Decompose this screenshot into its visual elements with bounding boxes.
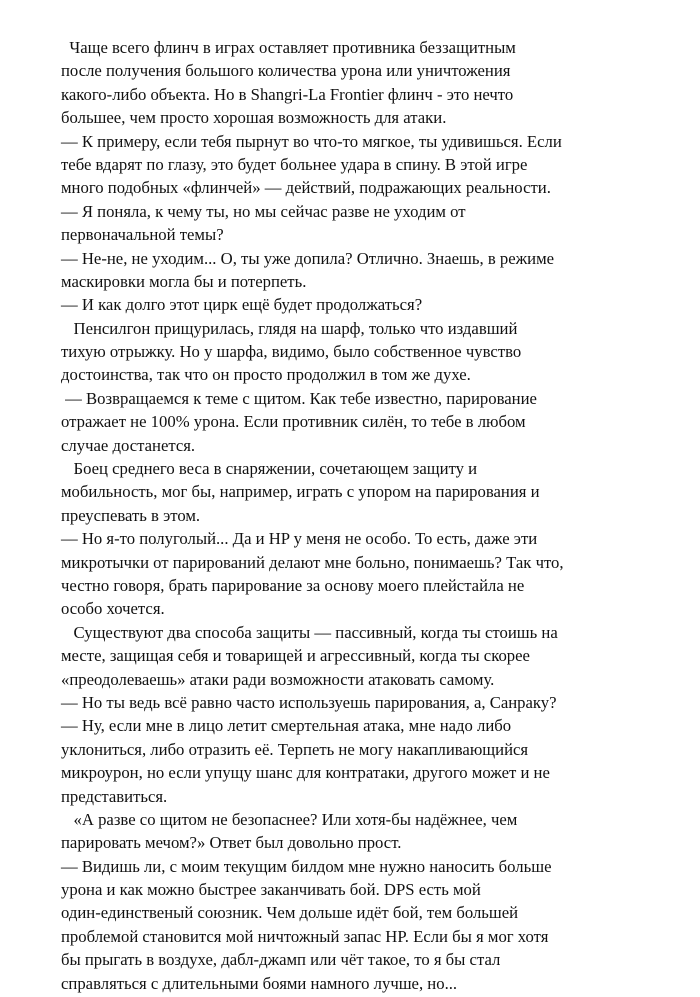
text-line: случае достанется. xyxy=(61,435,196,455)
text-line: тихую отрыжку. Но у шарфа, видимо, было собственное чувство xyxy=(61,342,522,362)
text-line: — Но ты ведь всё равно часто используешь парирования, а, Санраку? xyxy=(61,692,557,712)
body-text xyxy=(61,36,681,995)
text-line: — И как долго этот цирк ещё будет продолжаться? xyxy=(61,295,423,315)
text-line: — К примеру, если тебя пырнут во что-то мягкое, ты удивишься. Если xyxy=(61,131,562,151)
text-line: Существуют два способа защиты — пассивный, когда ты стоишь на xyxy=(61,622,558,642)
text-line: тебе вдарят по глазу, это будет больнее удара в спину. В этой игре xyxy=(61,154,528,174)
text-line: — Не-не, не уходим... О, ты уже допила? Отлично. Знаешь, в режиме xyxy=(61,248,555,268)
text-line: — Но я-то полуголый... Да и HP у меня не особо. То есть, даже эти xyxy=(61,529,538,549)
text-line: бы прыгать в воздухе, дабл-джамп или чёт такое, то я бы стал xyxy=(61,950,501,970)
text-line: после получения большого количества урона или уничтожения xyxy=(61,61,511,81)
text-line: — Возвращаемся к теме с щитом. Как тебе известно, парирование xyxy=(61,388,537,408)
text-line: — Ну, если мне в лицо летит смертельная атака, мне надо либо xyxy=(61,716,512,736)
text-line: мобильность, мог бы, например, играть с упором на парирования и xyxy=(61,482,540,502)
text-line: — Видишь ли, с моим текущим билдом мне нужно наносить больше xyxy=(61,856,552,876)
text-line: большее, чем просто хорошая возможность для атаки. xyxy=(61,108,447,128)
text-line: достоинства, так что он просто продолжил в том же духе. xyxy=(61,365,471,385)
text-line: Пенсилгон прищурилась, глядя на шарф, только что издавший xyxy=(61,318,518,338)
text-line: Боец среднего веса в снаряжении, сочетающем защиту и xyxy=(61,459,478,479)
text-line: какого-либо объекта. Но в Shangri-La Frontier флинч - это нечто xyxy=(61,84,514,104)
text-line: парировать мечом?» Ответ был довольно прост. xyxy=(61,833,402,853)
text-line: уклониться, либо отразить её. Терпеть не могу накапливающийся xyxy=(61,739,529,759)
text-line: — Я поняла, к чему ты, но мы сейчас разве не уходим от xyxy=(61,201,466,221)
text-line: микротычки от парирований делают мне больно, понимаешь? Так что, xyxy=(61,552,564,572)
text-line: «преодолеваешь» атаки ради возможности атаковать самому. xyxy=(61,669,495,689)
text-line: преуспевать в этом. xyxy=(61,505,201,525)
text-line: микроурон, но если упущу шанс для контратаки, другого может и не xyxy=(61,763,550,783)
text-line: проблемой становится мой ничтожный запас HP. Если бы я мог хотя xyxy=(61,926,549,946)
text-line: месте, защищая себя и товарищей и агрессивный, когда ты скорее xyxy=(61,646,530,666)
text-line: много подобных «флинчей» — действий, подражающих реальности. xyxy=(61,178,551,198)
text-line: особо хочется. xyxy=(61,599,165,619)
text-line: честно говоря, брать парирование за основу моего плейстайла не xyxy=(61,575,525,595)
text-line: урона и как можно быстрее заканчивать бой. DPS есть мой xyxy=(61,880,481,900)
text-line: отражает не 100% урона. Если противник силён, то тебе в любом xyxy=(61,412,526,432)
text-line: один-единственый союзник. Чем дольше идёт бой, тем большей xyxy=(61,903,519,923)
text-line: Чаще всего флинч в играх оставляет противника беззащитным xyxy=(61,38,516,57)
text-line: маскировки могла бы и потерпеть. xyxy=(61,271,307,291)
text-line: первоначальной темы? xyxy=(61,225,224,245)
text-line: представиться. xyxy=(61,786,168,806)
text-line: «А разве со щитом не безопаснее? Или хотя-бы надёжнее, чем xyxy=(61,809,518,829)
text-line: справляться с длительными боями намного лучше, но... xyxy=(61,973,458,993)
